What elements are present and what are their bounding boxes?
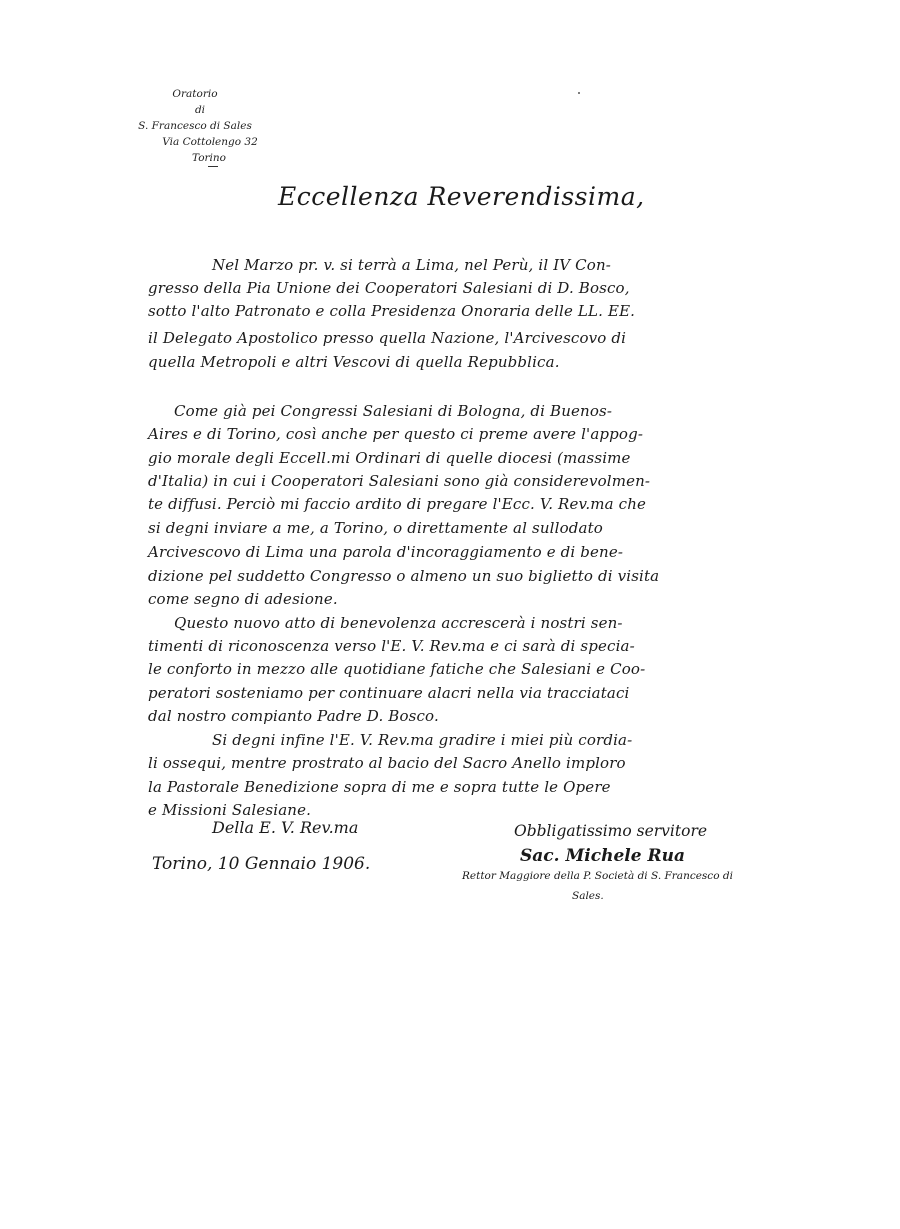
signature-title: Rettor Maggiore della P. Società di S. Francesco di [462,870,733,882]
letterhead-line: Via Cottolengo 32 [162,136,258,148]
body-line: timenti di riconoscenza verso l'E. V. Rev.ma e ci sarà di specia- [148,637,635,655]
body-line: li ossequi, mentre prostrato al bacio del Sacro Anello imploro [148,754,626,772]
body-line: dizione pel suddetto Congresso o almeno un suo biglietto di visita [148,567,660,585]
body-line: dal nostro compianto Padre D. Bosco. [148,707,439,725]
body-line: come segno di adesione. [148,590,338,608]
letterhead-line: Oratorio [172,88,218,100]
body-line: la Pastorale Benedizione sopra di me e sopra tutte le Opere [148,778,611,796]
salutation: Eccellenza Reverendissima, [278,182,645,211]
body-line: le conforto in mezzo alle quotidiane fatiche che Salesiani e Coo- [148,660,646,678]
body-line: te diffusi. Perciò mi faccio ardito di pregare l'Ecc. V. Rev.ma che [148,495,647,513]
body-line: e Missioni Salesiane. [148,801,312,819]
body-line: il Delegato Apostolico presso quella Nazione, l'Arcivescovo di [148,329,627,347]
letterhead-line: di [194,104,206,116]
letterhead-line: Torino [192,152,226,164]
body-line: peratori sosteniamo per continuare alacri nella via tracciataci [148,684,630,702]
closing-formula: Della E. V. Rev.ma [212,818,359,837]
body-line: gio morale degli Eccell.mi Ordinari di quelle diocesi (massime [148,449,631,467]
letter-date: Torino, 10 Gennaio 1906. [152,854,371,874]
body-line: Questo nuovo atto di benevolenza accrescerà i nostri sen- [174,614,623,632]
letterhead-line: S. Francesco di Sales [138,120,252,132]
body-line: Nel Marzo pr. v. si terrà a Lima, nel Perù, il IV Con- [212,256,612,274]
body-line: si degni inviare a me, a Torino, o direttamente al sullodato [148,519,603,537]
body-line: quella Metropoli e altri Vescovi di quella Repubblica. [148,353,560,371]
body-line: d'Italia) in cui i Cooperatori Salesiani sono già considerevolmen- [148,472,651,490]
signature-title: Sales. [572,890,604,902]
signature-phrase: Obbligatissimo servitore [514,822,708,840]
body-line: Come già pei Congressi Salesiani di Bologna, di Buenos- [174,402,613,420]
body-line: gresso della Pia Unione dei Cooperatori Salesiani di D. Bosco, [148,279,630,297]
body-line: Si degni infine l'E. V. Rev.ma gradire i miei più cordia- [212,731,633,749]
body-line: Aires e di Torino, così anche per questo ci preme avere l'appog- [148,425,644,443]
signature-name: Sac. Michele Rua [520,846,685,866]
body-line: sotto l'alto Patronato e colla Presidenza Onoraria delle LL. EE. [148,302,636,320]
body-line: Arcivescovo di Lima una parola d'incoraggiamento e di bene- [148,543,624,561]
